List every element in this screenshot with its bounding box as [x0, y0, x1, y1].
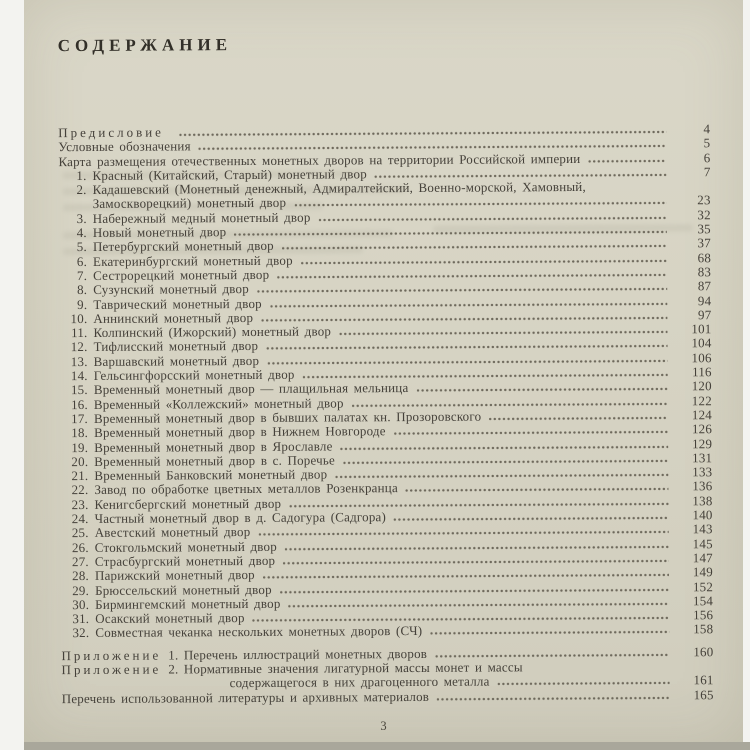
- toc-entry-text: Аннинский монетный двор: [93, 309, 254, 326]
- toc-page-number: 143: [692, 521, 713, 537]
- toc-entry-number: 9.: [77, 296, 88, 312]
- toc-page-number: 35: [697, 221, 711, 237]
- toc-entry-number: 27.: [71, 553, 89, 569]
- toc-dotted-leader: [406, 488, 669, 493]
- toc-entry-number: 17.: [71, 410, 89, 427]
- toc-entry-text: Временный «Коллежский» монетный двор: [93, 395, 344, 412]
- toc-page-number: 37: [697, 235, 711, 251]
- toc-page-number: 124: [691, 407, 713, 423]
- toc-page-number: 87: [697, 278, 712, 294]
- toc-entry-number: 20.: [71, 453, 89, 469]
- toc-page-number: 152: [692, 578, 714, 594]
- toc-dotted-leader: [253, 617, 670, 623]
- toc-entry-text: Гельсингфорсский монетный двор: [93, 366, 295, 383]
- toc-page-number: 106: [691, 349, 712, 366]
- toc-page-number: 94: [697, 292, 712, 308]
- toc-entry-spaced-label: Приложение: [61, 647, 162, 663]
- toc-entry-text: 1. Перечень иллюстраций монетных дворов: [168, 645, 428, 663]
- toc-row: [62, 688, 714, 706]
- toc-page-number: 131: [692, 449, 713, 466]
- toc-entry-text: Тифлисский монетный двор: [93, 338, 259, 355]
- toc-page-number: 138: [692, 492, 713, 509]
- toc-entry-number: 15.: [70, 382, 88, 398]
- toc-entry-number: 28.: [72, 568, 89, 584]
- toc-page-number: 5: [703, 135, 711, 151]
- toc-page-number: 129: [691, 435, 713, 451]
- toc-dotted-leader: [352, 402, 668, 407]
- toc-entry-number: 14.: [70, 368, 88, 384]
- toc-dotted-leader: [430, 631, 669, 635]
- toc-entry-text: Кенигсбергский монетный двор: [94, 495, 282, 512]
- toc-entry-text: Условные обозначения: [58, 138, 191, 155]
- toc-page-number: 97: [697, 307, 712, 323]
- toc-dotted-leader: [289, 502, 668, 507]
- toc-page-number: 83: [697, 264, 712, 280]
- toc-page-number: 68: [697, 249, 712, 265]
- toc-entry-number: 11.: [71, 325, 88, 341]
- toc-entry-text: Сузунский монетный двор: [93, 281, 249, 298]
- toc-entry-number: 29.: [72, 582, 90, 598]
- toc-page-number: 4: [703, 121, 711, 137]
- toc-page-number: 165: [693, 686, 714, 702]
- toc-entry-text: Временный Банковский монетный двор: [94, 466, 328, 484]
- toc-page-number: 126: [691, 421, 713, 437]
- toc-entry-text: Новый монетный двор: [92, 224, 227, 241]
- toc-page-number: 23: [697, 192, 711, 208]
- toc-dotted-leader: [266, 345, 667, 350]
- toc-dotted-leader: [498, 682, 670, 686]
- toc-entry-text: Таврический монетный двор: [93, 295, 262, 312]
- toc-entry-text: Красный (Китайский, Старый) монетный двор: [92, 166, 367, 183]
- toc-entry-text: Совместная чеканка нескольких монетных дворов (СЧ): [95, 623, 423, 641]
- toc-entry-text: Сестрорецкий монетный двор: [93, 266, 270, 283]
- toc-page-number: 7: [703, 164, 711, 180]
- toc-entry-number: 6.: [76, 253, 88, 269]
- page-content: [21, 0, 745, 742]
- toc-entry-number: 19.: [71, 439, 89, 455]
- toc-dotted-leader: [280, 588, 669, 593]
- toc-entry-text: Набережный медный монетный двор: [92, 209, 311, 226]
- toc-entry-text: Авестский монетный двор: [94, 524, 251, 541]
- toc-dotted-leader: [394, 516, 669, 521]
- toc-entry-text: Временный монетный двор в Нижнем Новгороде: [94, 423, 386, 441]
- toc-entry-text: Петербургский монетный двор: [92, 238, 274, 255]
- toc-entry-text: Страсбургский монетный двор: [94, 552, 276, 569]
- toc-entry-text: Кадашевский (Монетный денежный, Адмиралтейский, Военно-морской, Хамовный,: [92, 179, 586, 198]
- toc-dotted-leader: [179, 130, 666, 136]
- toc-dotted-leader: [282, 245, 667, 250]
- toc-dotted-leader: [277, 273, 667, 278]
- toc-entry-text: Замоскворецкий) монетный двор: [92, 195, 287, 212]
- toc-dotted-leader: [588, 159, 666, 162]
- toc-entry-number: 23.: [71, 496, 89, 512]
- toc-entry-number: 24.: [71, 510, 89, 527]
- toc-page-number: 156: [693, 607, 714, 623]
- toc-entry-text: Екатеринбургский монетный двор: [92, 252, 293, 269]
- toc-dotted-leader: [257, 288, 667, 294]
- toc-entry-text: Осакский монетный двор: [95, 610, 245, 627]
- toc-entry-text: Временный монетный двор в с. Поречье: [94, 452, 335, 469]
- toc-page-number: 116: [692, 364, 712, 380]
- toc-dotted-leader: [341, 445, 669, 450]
- toc-dotted-leader: [394, 431, 668, 436]
- toc-page-number: 149: [692, 564, 713, 580]
- toc-dotted-leader: [435, 653, 669, 657]
- toc-entry-number: 25.: [71, 525, 89, 541]
- toc-dotted-leader: [375, 173, 667, 178]
- toc-dotted-leader: [199, 145, 667, 151]
- toc-dotted-leader: [294, 202, 666, 207]
- toc-entry-text: Частный монетный двор в д. Садогура (Садгора): [94, 509, 387, 526]
- toc-entry-number: 18.: [71, 425, 89, 441]
- toc-entry-number: 10.: [70, 310, 88, 326]
- toc-dotted-leader: [267, 359, 667, 364]
- toc-page-number: 6: [703, 149, 711, 165]
- toc-page-number: 122: [691, 392, 712, 408]
- toc-entry-text: Временный монетный двор в Ярославле: [94, 438, 333, 455]
- toc-entry-number: 22.: [71, 482, 89, 498]
- toc-dotted-leader: [319, 216, 667, 221]
- toc-dotted-leader: [335, 474, 668, 479]
- toc-page-number: 145: [692, 535, 713, 551]
- toc-entry-text: содержащегося в них драгоценного металла: [229, 673, 490, 691]
- toc-page-number: 104: [691, 335, 712, 351]
- toc-entry-number: 30.: [72, 596, 90, 612]
- toc-dotted-leader: [261, 316, 667, 321]
- toc-entry-number: 13.: [70, 353, 88, 369]
- toc-entry-spaced-label: Предисловие: [58, 124, 164, 141]
- toc-list: [58, 122, 714, 706]
- page-title: СОДЕРЖАНИЕ: [57, 35, 233, 56]
- toc-entry-number: 16.: [70, 396, 88, 412]
- toc-entry-text: Временный монетный двор — плащильная мельница: [93, 380, 409, 398]
- toc-entry-text: Брюссельский монетный двор: [94, 581, 272, 598]
- toc-dotted-leader: [258, 531, 668, 537]
- toc-entry-number: 4.: [76, 225, 87, 241]
- toc-dotted-leader: [416, 388, 667, 393]
- toc-entry-text: 2. Нормативные значения лигатурной массы монет и массы: [168, 659, 523, 677]
- toc-entry-text: Бирмингемский монетный двор: [95, 595, 281, 612]
- toc-dotted-leader: [234, 231, 667, 237]
- toc-page-number: 32: [697, 206, 711, 223]
- toc-entry-number: 12.: [70, 339, 88, 355]
- toc-dotted-leader: [263, 574, 669, 579]
- toc-entry-number: 5.: [76, 239, 87, 255]
- toc-entry-text: Колпинский (Ижорский) монетный двор: [93, 323, 332, 341]
- toc-dotted-leader: [489, 416, 668, 420]
- toc-entry-spaced-label: Приложение: [61, 661, 162, 678]
- toc-entry-number: 8.: [77, 282, 88, 298]
- toc-entry-text: Варшавский монетный двор: [93, 352, 260, 369]
- toc-row: [61, 623, 713, 641]
- toc-page-number: 136: [692, 478, 713, 494]
- toc-entry-number: 31.: [72, 611, 90, 627]
- toc-page-number: 158: [693, 621, 714, 637]
- toc-dotted-leader: [285, 545, 669, 550]
- toc-entry-number: 1.: [76, 167, 87, 183]
- toc-entry-text: Карта размещения отечественных монетных дворов на территории Российской империи: [58, 150, 581, 169]
- toc-dotted-leader: [283, 559, 669, 564]
- toc-entry-text: Временный монетный двор в бывших палатах кн. Прозоровского: [93, 408, 482, 426]
- toc-page-number: 160: [693, 643, 714, 659]
- toc-dotted-leader: [301, 259, 667, 264]
- toc-page-number: 161: [693, 672, 714, 688]
- toc-entry-number: 26.: [71, 539, 89, 555]
- toc-dotted-leader: [343, 459, 668, 464]
- toc-entry-number: 2.: [76, 182, 87, 198]
- toc-entry-number: 21.: [71, 468, 89, 484]
- toc-entry-number: 32.: [72, 625, 90, 641]
- folio-page-number: 3: [380, 719, 387, 733]
- toc-dotted-leader: [270, 302, 667, 307]
- toc-entry-text: Стокгольмский монетный двор: [94, 538, 277, 555]
- toc-entry-number: 3.: [76, 210, 87, 226]
- toc-entry-text: Завод по обработке цветных металлов Розенкранца: [94, 480, 398, 498]
- page-bottom-edge: [24, 742, 750, 750]
- toc-page-number: 154: [692, 592, 714, 609]
- toc-page-number: 147: [692, 550, 713, 566]
- toc-entry-number: 7.: [76, 267, 88, 284]
- toc-page-number: 133: [692, 464, 713, 480]
- toc-dotted-leader: [339, 331, 667, 336]
- toc-entry-text: Парижский монетный двор: [94, 567, 255, 584]
- toc-page-number: 140: [692, 507, 713, 523]
- toc-dotted-leader: [303, 373, 668, 378]
- toc-page-number: 120: [691, 378, 712, 394]
- toc-page-number: 101: [691, 321, 712, 337]
- toc-dotted-leader: [437, 696, 670, 700]
- toc-entry-text: Перечень использованной литературы и архивных материалов: [61, 688, 430, 706]
- toc-dotted-leader: [289, 602, 670, 607]
